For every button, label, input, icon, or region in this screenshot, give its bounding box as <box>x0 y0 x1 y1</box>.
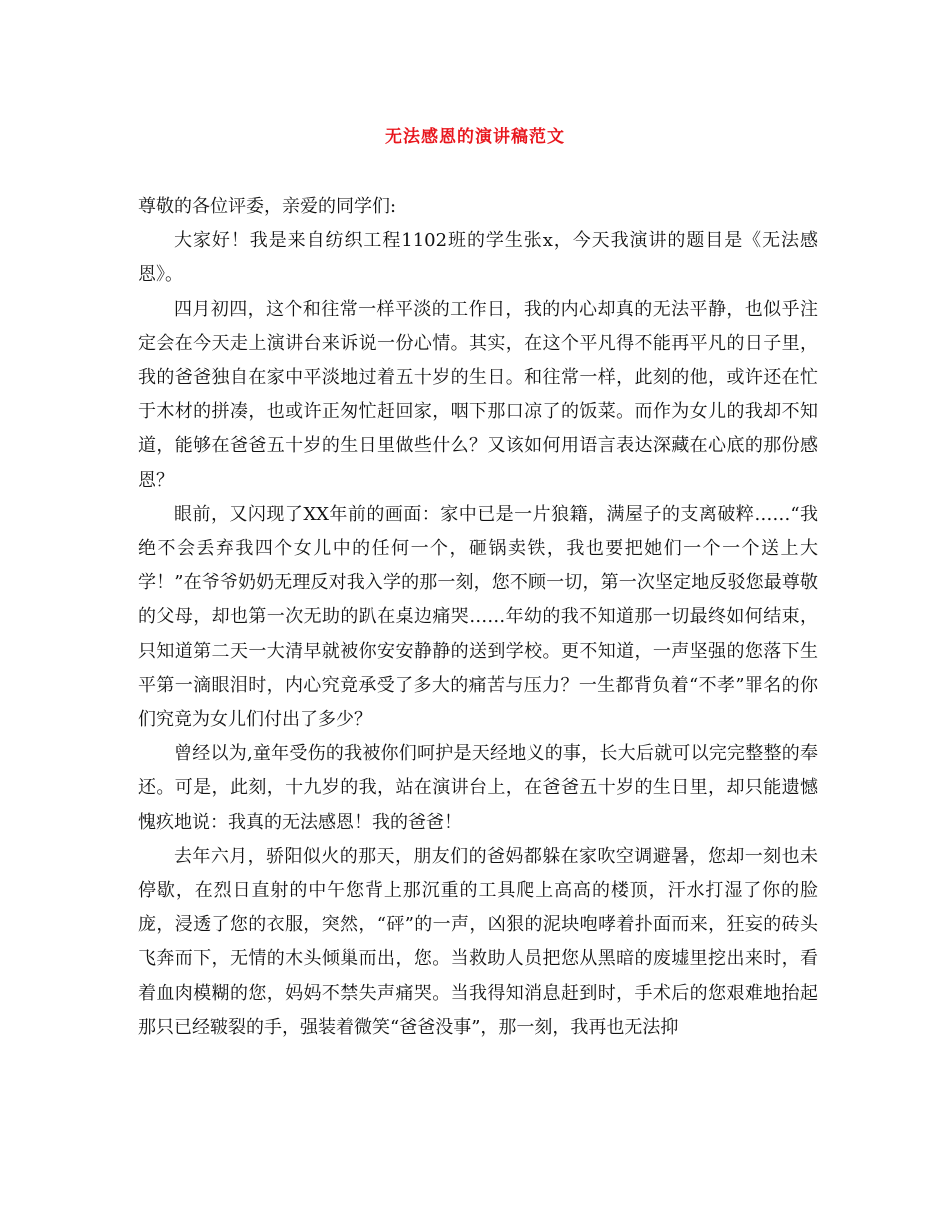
paragraph-4: 曾经以为,童年受伤的我被你们呵护是天经地义的事，长大后就可以完完整整的奉还。可是，此刻，十九岁的我，站在演讲台上，在爸爸五十岁的生日里，却只能遗憾愧疚地说：我真的无法感恩！我的爸爸！ <box>138 743 818 833</box>
document-title: 无法感恩的演讲稿范文 <box>385 127 565 147</box>
paragraph-2: 四月初四，这个和往常一样平淡的工作日，我的内心却真的无法平静，也似乎注定会在今天走上演讲台来诉说一份心情。其实，在这个平凡得不能再平凡的日子里，我的爸爸独自在家中平淡地过着五十岁的生日。和往常一样，此刻的他，或许还在忙于木材的拼凑，也或许正匆忙赶回家，咽下那口凉了的饭菜。而作为女儿的我却不知道，能够在爸爸五十岁的生日里做些什么？又该如何用语言表达深藏在心底的那份感恩？ <box>138 298 818 491</box>
paragraph-3: 眼前，又闪现了XX年前的画面：家中已是一片狼籍，满屋子的支离破粹……“我绝不会丢弃我四个女儿中的任何一个，砸锅卖铁，我也要把她们一个一个送上大学！”在爷爷奶奶无理反对我入学的那一刻，您不顾一切，第一次坚定地反驳您最尊敬的父母，却也第一次无助的趴在桌边痛哭……年幼的我不知道那一切最终如何结束，只知道第二天一大清早就被你安安静静的送到学校。更不知道，一声坚强的您落下生平第一滴眼泪时，内心究竟承受了多大的痛苦与压力？一生都背负着“不孝”罪名的你们究竟为女儿们付出了多少？ <box>138 503 818 731</box>
paragraph-5: 去年六月，骄阳似火的那天，朋友们的爸妈都躲在家吹空调避暑，您却一刻也未停歇，在烈日直射的中午您背上那沉重的工具爬上高高的楼顶，汗水打湿了你的脸庞，浸透了您的衣服，突然，“砰”的一声，凶狠的泥块咆哮着扑面而来，狂妄的砖头飞奔而下，无情的木头倾巢而出，您。当救助人员把您从黑暗的废墟里挖出来时，看着血肉模糊的您，妈妈不禁失声痛哭。当我得知消息赶到时，手术后的您艰难地抬起那只已经皲裂的手，强装着微笑“爸爸没事”，那一刻，我再也无法抑 <box>138 845 818 1038</box>
salutation: 尊敬的各位评委，亲爱的同学们: <box>138 196 397 217</box>
paragraph-1: 大家好！我是来自纺织工程1102班的学生张x，今天我演讲的题目是《无法感恩》。 <box>138 230 818 286</box>
document-body <box>138 190 818 1045</box>
